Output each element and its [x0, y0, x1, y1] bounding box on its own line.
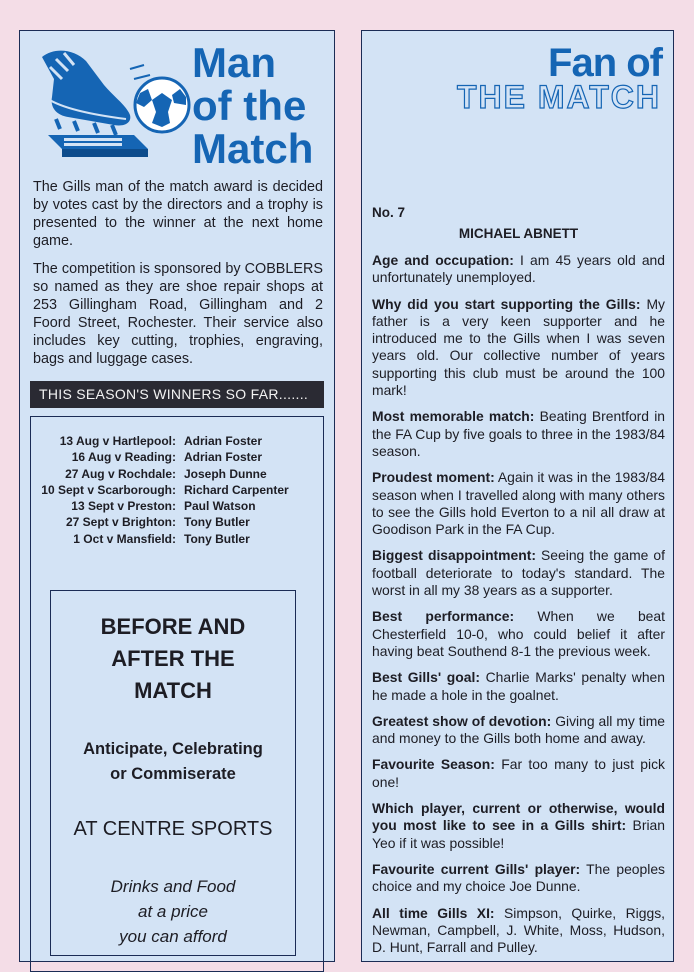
winner-row — [31, 433, 323, 449]
qa-item — [372, 252, 665, 287]
answer: When we beat Chesterfield 10-0, who could belief it after having beat Southend 8-1 the previous week. — [372, 608, 665, 659]
winner-name: Adrian Foster — [184, 434, 263, 448]
fan-of-title: Fan of — [548, 41, 662, 85]
title-line: Match — [192, 125, 314, 172]
answer: Seeing the game of football deteriorate to today's standard. The worst in all my 38 years as a supporter. — [372, 547, 665, 599]
winner-match: 13 Sept v Preston: — [71, 499, 176, 514]
winner-match: 27 Aug v Rochdale: — [65, 466, 176, 481]
question: Biggest disappointment: — [372, 547, 536, 564]
issue-number: No. 7 — [372, 205, 406, 220]
boot-and-ball-icon — [34, 39, 194, 161]
question: Most memorable match: — [372, 408, 535, 425]
fan-of-the-match-panel — [361, 30, 674, 962]
man-of-the-match-title — [192, 41, 313, 170]
advert-tag-line: Drinks and Food — [110, 877, 236, 896]
answer: I am 45 years old and unfortunately unemployed. — [372, 252, 665, 286]
advert-tag-line: you can afford — [119, 927, 227, 946]
winner-match: 27 Sept v Brighton: — [65, 515, 176, 530]
winner-name: Adrian Foster — [184, 450, 263, 465]
qa-item — [372, 800, 665, 852]
winner-row — [31, 482, 323, 498]
qa-item — [372, 756, 665, 791]
advert-heading — [51, 611, 295, 707]
answer: Beating Brentford in the FA Cup by five goals to three in the 1983/84 season. — [372, 408, 666, 459]
answer: Again it was in the 1983/84 season when I travelled along with many others to see the Gills hold Everton to a nil all draw at Goodison Park in the FA Cup. — [372, 469, 665, 538]
winners-heading: THIS SEASON'S WINNERS SO FAR....... — [30, 381, 324, 408]
question: Proudest moment: — [372, 469, 495, 486]
winner-name: Paul Watson — [184, 499, 256, 514]
question: Age and occupation: — [372, 252, 514, 268]
winner-name: Tony Butler — [184, 531, 250, 546]
qa-item — [372, 547, 665, 599]
qa-item — [372, 861, 665, 896]
intro-paragraph: The Gills man of the match award is decided by votes cast by the directors and a trophy is presented to the winner at the next home game. — [33, 179, 323, 249]
qa-item — [372, 408, 665, 460]
answer: Giving all my time and money to the Gills both home and away. — [372, 712, 665, 747]
winner-row — [31, 531, 323, 547]
winner-row — [31, 466, 323, 482]
qa-item — [372, 296, 665, 400]
advert-subheading — [51, 737, 295, 787]
winner-match: 1 Oct v Mansfield: — [73, 531, 176, 546]
winner-match: 13 Aug v Hartlepool: — [59, 434, 176, 448]
winner-name: Tony Butler — [184, 515, 250, 530]
fan-profile — [372, 204, 665, 965]
title-line: of the — [192, 82, 307, 129]
advert-tag-line: at a price — [138, 902, 208, 921]
qa-item — [372, 669, 665, 704]
winner-match: 16 Aug v Reading: — [71, 450, 176, 465]
answer: Charlie Marks' penalty when he made a hole in the goalnet. — [372, 669, 666, 703]
qa-item — [372, 608, 665, 660]
answer: Simpson, Quirke, Riggs, Newman, Campbell, J. White, Moss, Hudson, D. Hunt, Farrall and Pulley. — [372, 904, 665, 956]
question: Favourite current Gills' player: — [372, 860, 581, 877]
advert-heading-line: MATCH — [134, 678, 212, 703]
advert-sub-line: Anticipate, Celebrating — [83, 740, 263, 758]
winner-row — [31, 514, 323, 530]
question: Best Gills' goal: — [372, 669, 480, 686]
question: All time Gills XI: — [372, 904, 495, 921]
man-of-the-match-panel — [19, 30, 335, 962]
answer: Far too many to just pick one! — [372, 756, 665, 790]
winner-name: Richard Carpenter — [184, 482, 289, 497]
question: Favourite Season: — [372, 756, 495, 773]
qa-item — [372, 905, 665, 957]
advert-tagline — [51, 874, 295, 949]
title-line: Man — [192, 39, 276, 86]
advert-heading-line: BEFORE AND — [100, 614, 246, 639]
winner-name: Joseph Dunne — [184, 466, 267, 481]
answer: The peoples choice and my choice Joe Dunne. — [372, 860, 666, 895]
question: Best performance: — [372, 608, 515, 625]
qa-item — [372, 469, 665, 538]
centre-sports-advert — [50, 590, 296, 956]
fan-name: MICHAEL ABNETT — [458, 226, 579, 241]
advert-sub-line: or Commiserate — [110, 765, 236, 783]
question: Why did you start supporting the Gills: — [372, 295, 641, 312]
winners-list — [31, 433, 323, 547]
advert-heading-line: AFTER THE — [111, 646, 235, 671]
advert-venue: AT CENTRE SPORTS — [73, 818, 273, 840]
question: Which player, current or otherwise, would you most like to see in a Gills shirt: — [372, 800, 665, 834]
answer: Brian Yeo if it was possible! — [372, 817, 665, 851]
sponsor-paragraph: The competition is sponsored by COBBLERS so named as they are shoe repair shops at 253 Gillingham Road, Gillingham and 2 Foord Street, Rochester. Their service also includes key cutting, trophies, engraving, bags and luggage cases. — [33, 261, 323, 367]
qa-item — [372, 713, 665, 748]
winner-match: 10 Sept v Scarborough: — [41, 482, 176, 497]
winner-row — [31, 498, 323, 514]
the-match-subtitle: THE MATCH — [456, 79, 661, 115]
answer: My father is a very keen supporter and he introduced me to the Gills when I was seven years old. Our collective number of years supporting this club must be around the 100 mark! — [372, 295, 665, 399]
question: Greatest show of devotion: — [372, 712, 552, 729]
winner-row — [31, 449, 323, 465]
